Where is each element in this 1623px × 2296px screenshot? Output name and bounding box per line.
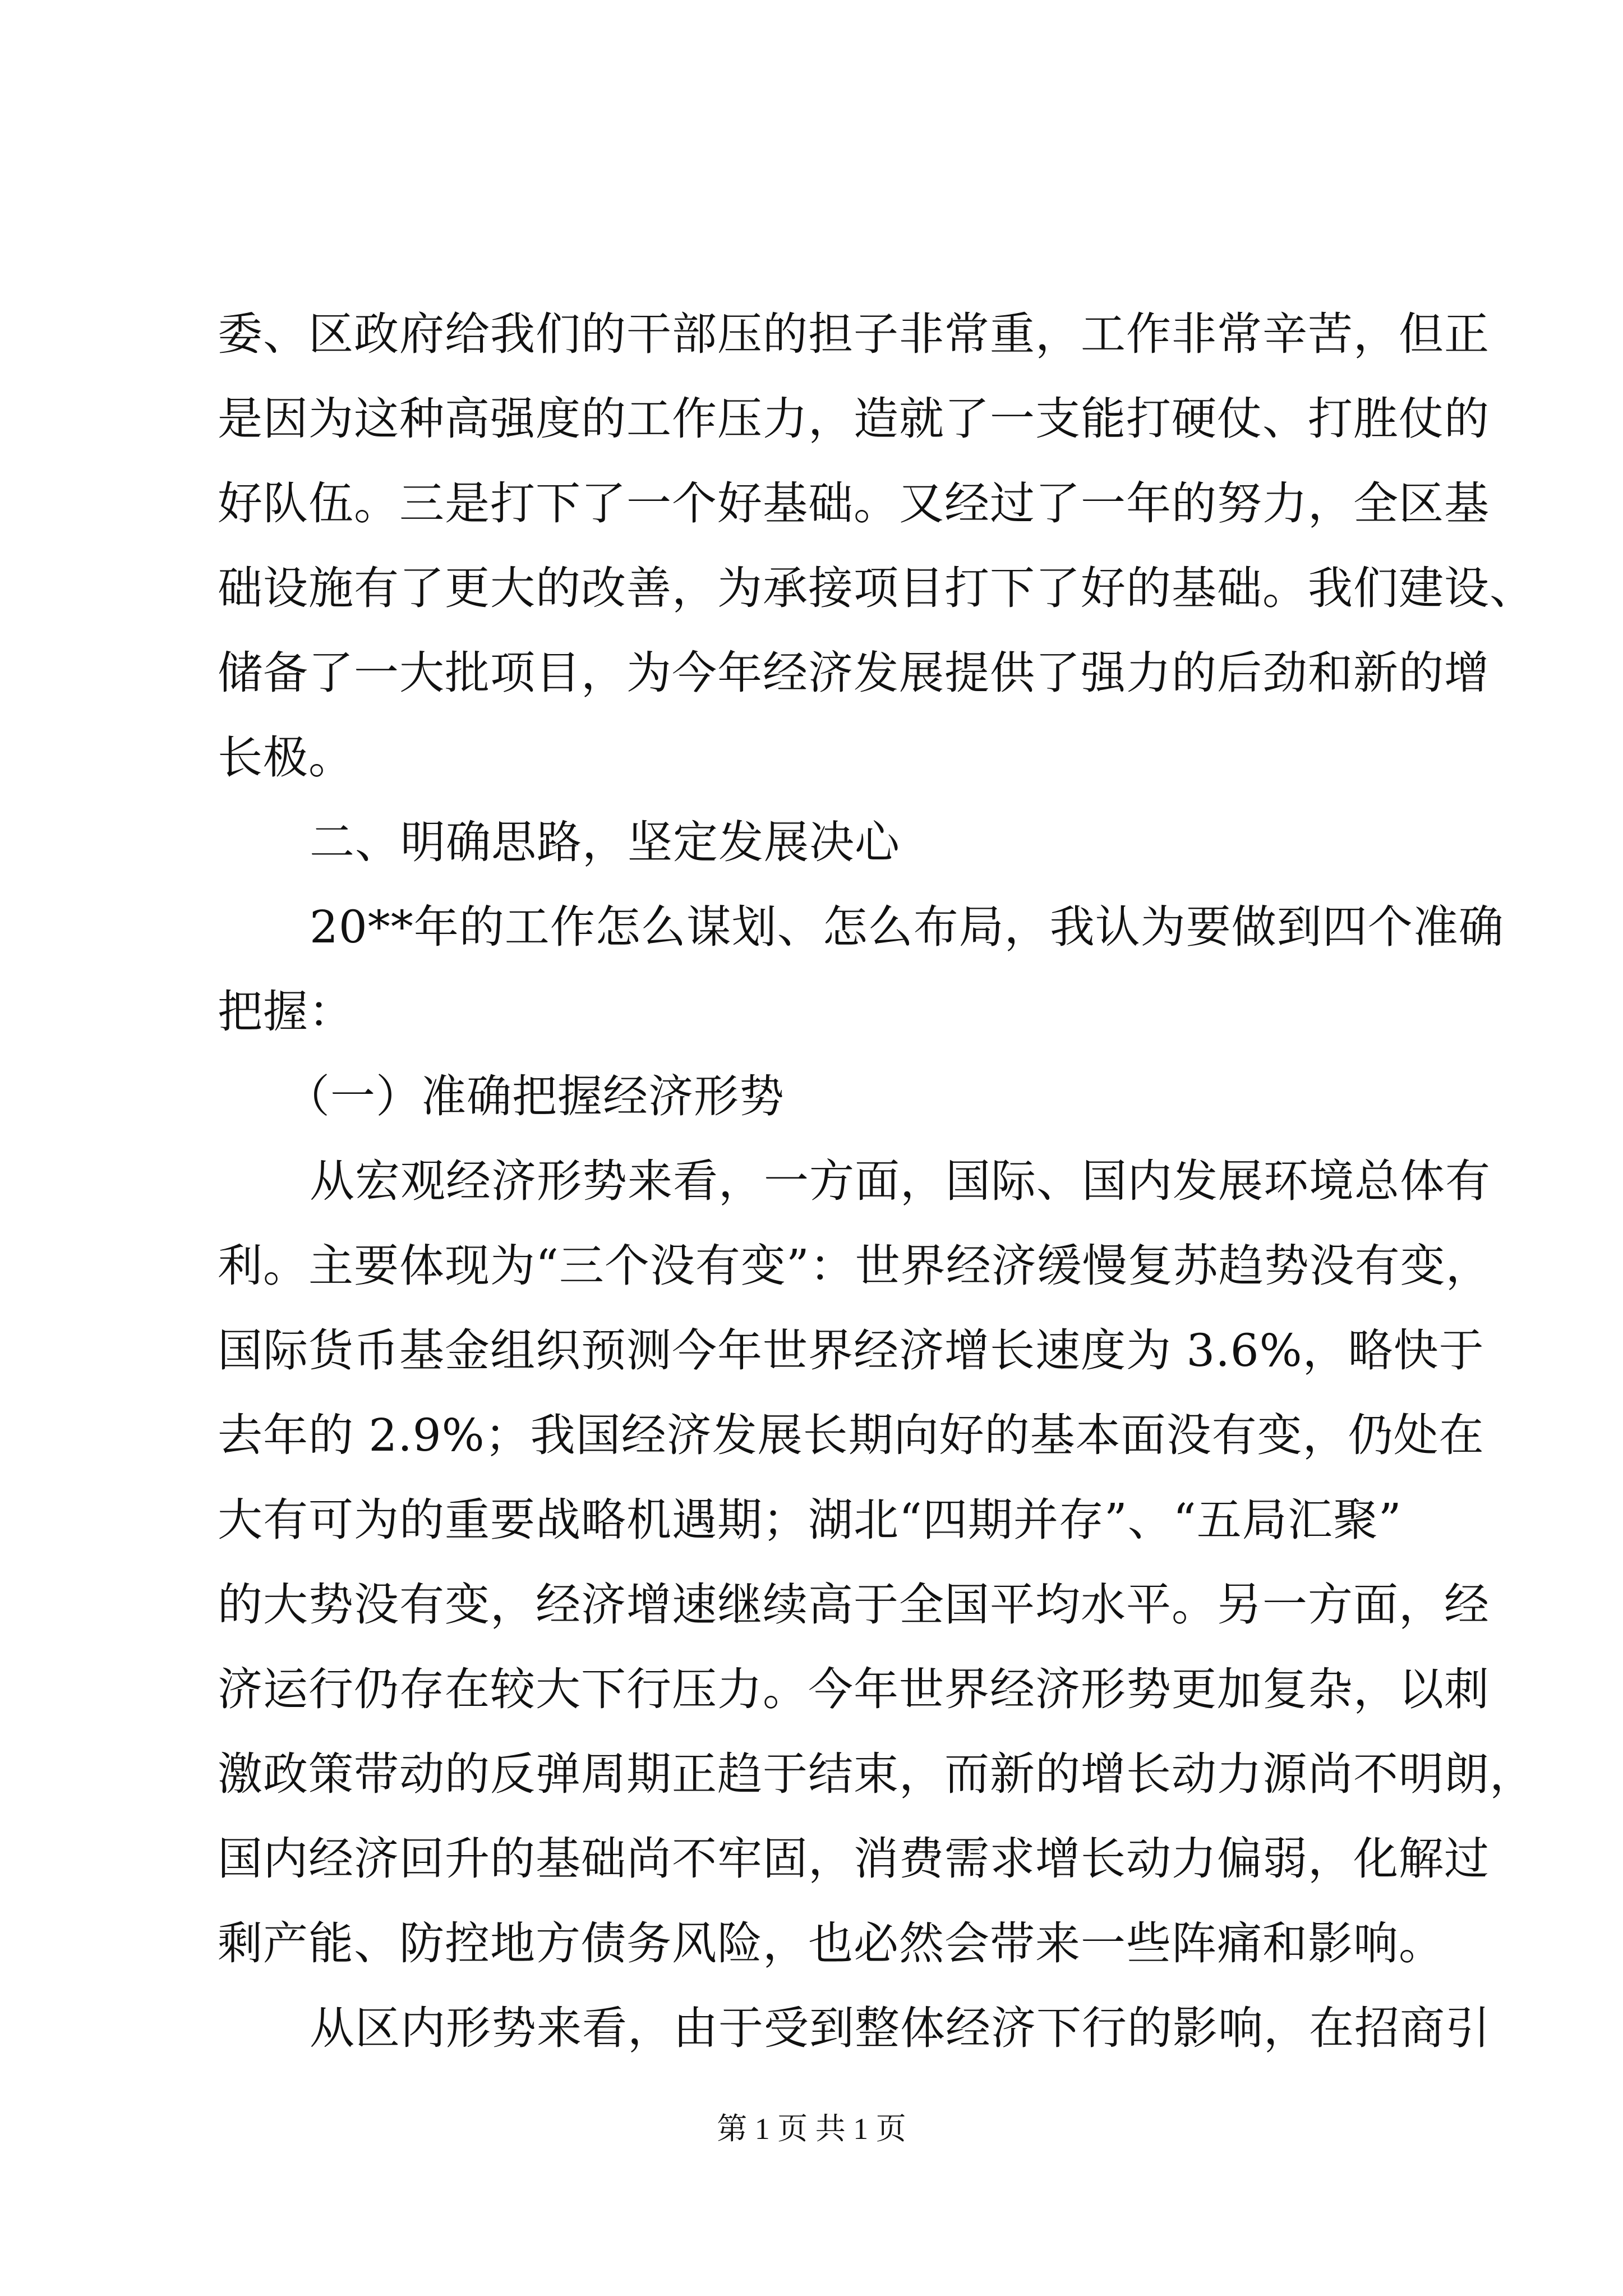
text-line: 是因为这种高强度的工作压力，造就了一支能打硬仗、打胜仗的 (218, 393, 1490, 445)
text-line: 国内经济回升的基础尚不牢固，消费需求增长动力偏弱，化解过 (218, 1833, 1490, 1885)
body-text (218, 292, 1535, 2070)
text-line: 大有可为的重要战略机遇期；湖北“四期并存”、“五局汇聚” (218, 1494, 1402, 1546)
page-number-label: 第 1 页 共 1 页 (717, 2112, 906, 2146)
subsection-heading: （一）准确把握经济形势 (285, 1070, 785, 1122)
text-line: 储备了一大批项目，为今年经济发展提供了强力的后劲和新的增 (218, 647, 1490, 699)
section-heading: 二、明确思路，坚定发展决心 (310, 816, 900, 868)
text-line: 济运行仍存在较大下行压力。今年世界经济形势更加复杂，以刺 (218, 1663, 1490, 1715)
text-line: 剩产能、防控地方债务风险，也必然会带来一些阵痛和影响。 (218, 1917, 1444, 1970)
text-line: 好队伍。三是打下了一个好基础。又经过了一年的努力，全区基 (218, 477, 1490, 530)
paragraph-start-line: 从区内形势来看，由于受到整体经济下行的影响，在招商引 (310, 2002, 1491, 2054)
paragraph-start-line: 20**年的工作怎么谋划、怎么布局，我认为要做到四个准确 (310, 901, 1504, 953)
text-line: 长极。 (218, 731, 354, 784)
text-line: 去年的 2.9%；我国经济发展长期向好的基本面没有变，仍处在 (218, 1409, 1484, 1461)
text-line: 的大势没有变，经济增速继续高于全国平均水平。另一方面，经 (218, 1579, 1490, 1631)
text-line: 激政策带动的反弹周期正趋于结束，而新的增长动力源尚不明朗， (218, 1748, 1535, 1800)
text-line: 委、区政府给我们的干部压的担子非常重，工作非常辛苦，但正 (218, 308, 1490, 360)
page-footer (0, 2109, 1623, 2148)
text-line: 把握： (218, 986, 354, 1038)
text-line: 础设施有了更大的改善，为承接项目打下了好的基础。我们建设、 (218, 562, 1535, 614)
text-line: 利。主要体现为“三个没有变”：世界经济缓慢复苏趋势没有变， (218, 1240, 1491, 1292)
paragraph-start-line: 从宏观经济形势来看，一方面，国际、国内发展环境总体有 (310, 1155, 1491, 1207)
text-line: 国际货币基金组织预测今年世界经济增长速度为 3.6%，略快于 (218, 1324, 1484, 1377)
